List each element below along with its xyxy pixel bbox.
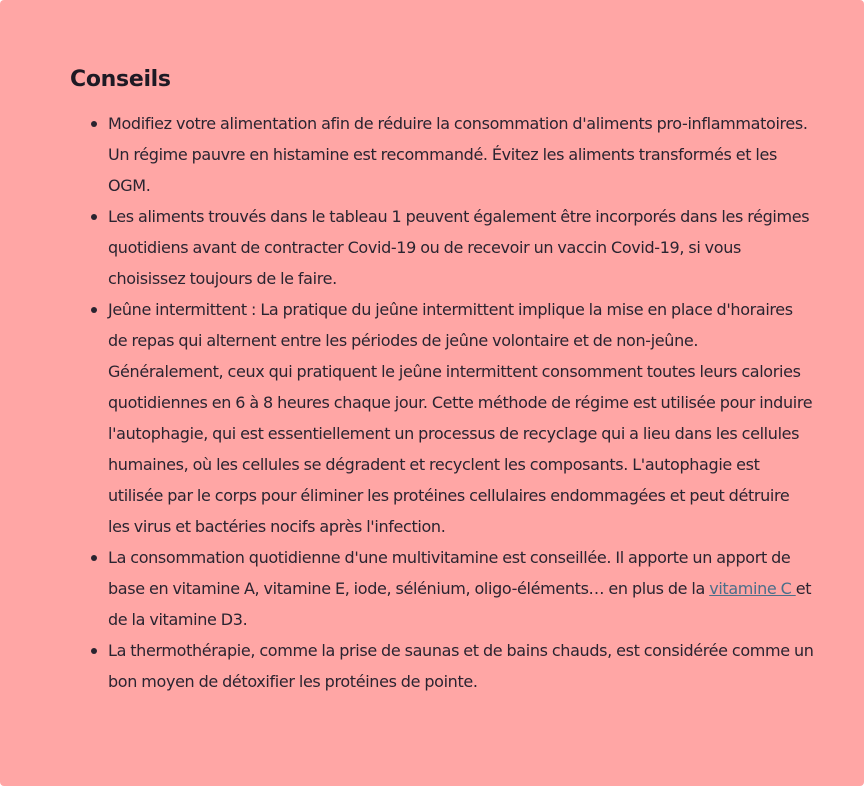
tips-list	[70, 108, 814, 697]
list-item	[108, 201, 814, 294]
bullet-icon	[91, 121, 97, 127]
tip-text-before: La consommation quotidienne d'une multivitamine est conseillée. Il apporte un apport de base en vitamine A, vitamine E, iode, sélénium, oligo-éléments… en plus de la	[108, 548, 791, 598]
list-item	[108, 108, 814, 201]
bullet-icon	[91, 648, 97, 654]
section-title: Conseils	[70, 67, 171, 92]
tip-text: Les aliments trouvés dans le tableau 1 peuvent également être incorporés dans les régimes quotidiens avant de contracter Covid-19 ou de recevoir un vaccin Covid-19, si vous choisissez toujours de le faire.	[108, 207, 810, 288]
tip-text: Jeûne intermittent : La pratique du jeûne intermittent implique la mise en place d'horaires de repas qui alternent entre les périodes de jeûne volontaire et de non-jeûne. Généralement, ceux qui pratiquent le jeûne intermittent consomment toutes leurs calories quotidiennes en 6 à 8 heures chaque jour. Cette méthode de régime est utilisée pour induire l'autophagie, qui est essentiellement un processus de recyclage qui a lieu dans les cellules humaines, où les cellules se dégradent et recyclent les composants. L'autophagie est utilisée par le corps pour éliminer les protéines cellulaires endommagées et peut détruire les virus et bactéries nocifs après l'infection.	[108, 300, 813, 536]
list-item	[108, 542, 814, 635]
list-item	[108, 294, 814, 542]
bullet-icon	[91, 307, 97, 313]
bullet-icon	[91, 214, 97, 220]
list-item	[108, 635, 814, 697]
vitamin-c-link[interactable]: vitamine C	[709, 579, 796, 598]
tip-text: Modifiez votre alimentation afin de réduire la consommation d'aliments pro-inflammatoires. Un régime pauvre en histamine est recommandé. Évitez les aliments transformés et les OGM.	[108, 114, 808, 195]
tip-text-after: et de la vitamine D3.	[108, 579, 812, 629]
tip-text: La thermothérapie, comme la prise de saunas et de bains chauds, est considérée comme un bon moyen de détoxifier les protéines de pointe.	[108, 641, 814, 691]
bullet-icon	[91, 555, 97, 561]
